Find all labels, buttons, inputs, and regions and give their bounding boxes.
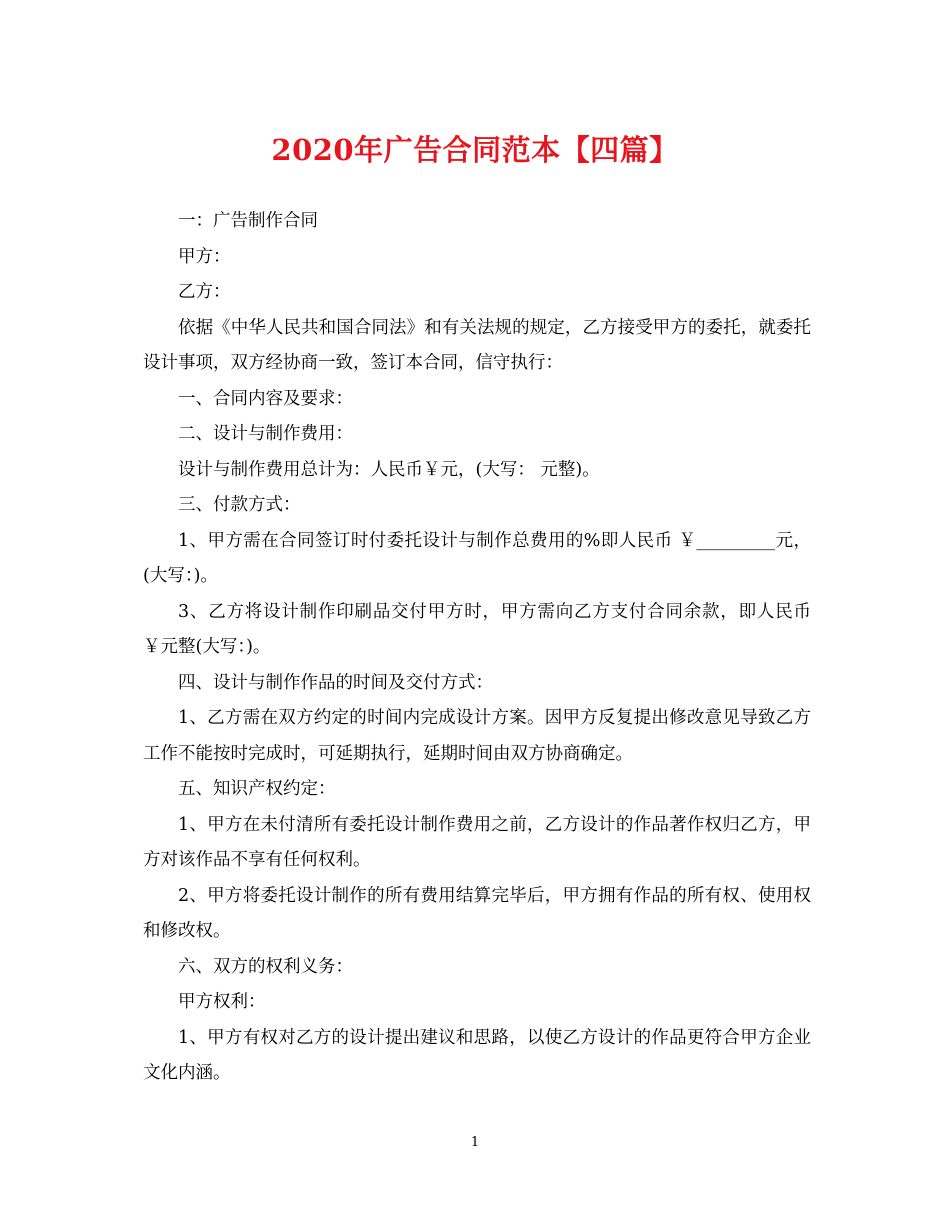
- document-title: 2020年广告合同范本【四篇】: [271, 133, 679, 167]
- paragraph-rights-1: 1、甲方有权对乙方的设计提出建议和思路，以使乙方设计的作品更符合甲方企业文化内涵。: [143, 1027, 811, 1083]
- paragraph-ip-2: 2、甲方将委托设计制作的所有费用结算完毕后，甲方拥有作品的所有权、使用权和修改权。: [143, 885, 811, 941]
- paragraph-clause-1-heading: 一、合同内容及要求：: [178, 388, 353, 409]
- paragraph-clause-6-heading: 六、双方的权利义务：: [178, 956, 353, 977]
- paragraph-preamble: 依据《中华人民共和国合同法》和有关法规的规定，乙方接受甲方的委托，就委托设计事项，双方经协商一致，签订本合同，信守执行：: [143, 317, 811, 373]
- page-number: 1: [470, 1135, 480, 1150]
- paragraph-party-b: 乙方：: [178, 282, 231, 302]
- paragraph-fee-total: 设计与制作费用总计为：人民币￥元，(大写： 元整)。: [178, 459, 600, 480]
- paragraph-clause-4-heading: 四、设计与制作作品的时间及交付方式：: [178, 672, 493, 693]
- paragraph-party-a-rights: 甲方权利：: [178, 992, 266, 1012]
- paragraph-payment-1: 1、甲方需在合同签订时付委托设计与制作总费用的%即人民币 ￥_________元，(大写：)。: [143, 530, 811, 586]
- paragraph-payment-3: 3、乙方将设计制作印刷品交付甲方时，甲方需向乙方支付合同余款，即人民币￥元整(大写：)。: [143, 601, 811, 657]
- paragraph-clause-2-heading: 二、设计与制作费用：: [178, 424, 353, 444]
- paragraph-ip-1: 1、甲方在未付清所有委托设计制作费用之前，乙方设计的作品著作权归乙方，甲方对该作品不享有任何权利。: [143, 814, 811, 870]
- paragraph-delivery-1: 1、乙方需在双方约定的时间内完成设计方案。因甲方反复提出修改意见导致乙方工作不能按时完成时，可延期执行，延期时间由双方协商确定。: [143, 708, 811, 764]
- paragraph-section-heading: 一：广告制作合同: [178, 211, 318, 231]
- paragraph-party-a: 甲方：: [178, 246, 231, 267]
- document-body: [143, 204, 811, 1092]
- paragraph-clause-3-heading: 三、付款方式：: [178, 495, 301, 515]
- paragraph-clause-5-heading: 五、知识产权约定：: [178, 779, 336, 799]
